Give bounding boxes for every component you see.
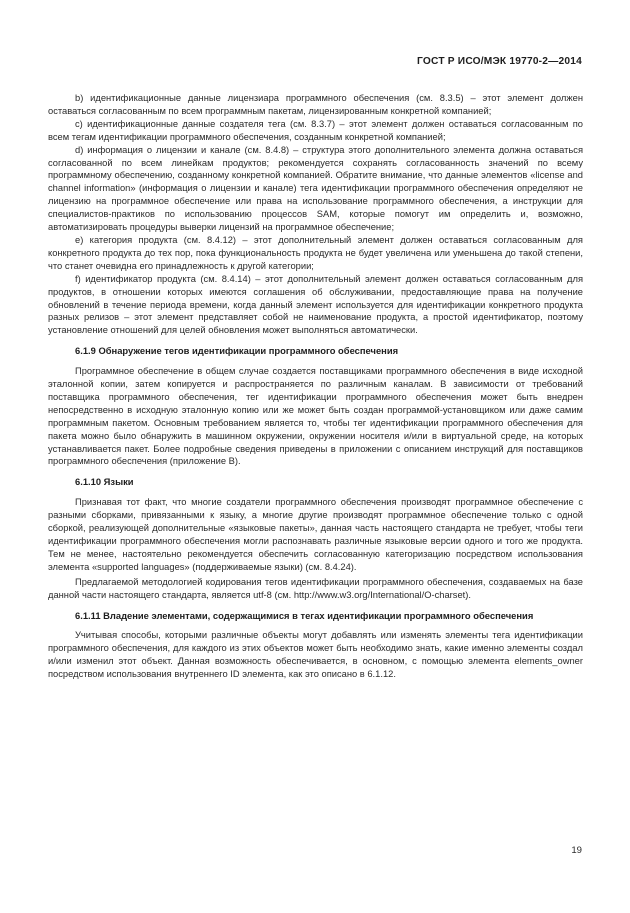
section-heading-6-1-10: 6.1.10 Языки [75, 476, 134, 488]
page-number: 19 [571, 845, 582, 856]
list-item-c: c) идентификационные данные создателя тега (см. 8.3.7) – этот элемент должен оставаться согласованным по всем тегам идентификации программного обеспечения, созданным конкретной компанией; [48, 118, 583, 142]
section-6-1-10-paragraph-2: Предлагаемой методологией кодирования тегов идентификации программного обеспечения, создаваемых на базе данной части настоящего стандарта, является utf-8 (см. http://www.w3.org/International/O-charset). [48, 576, 583, 600]
standard-header: ГОСТ Р ИСО/МЭК 19770-2—2014 [417, 56, 582, 67]
section-6-1-10-paragraph-1: Признавая тот факт, что многие создатели программного обеспечения производят программное обеспечение с разными сборками, привязанными к языку, а многие другие производят программное обеспечение только с одной сборкой, реализующей дополнительные «языковые пакеты», данная часть настоящего стандарта не требует, чтобы теги идентификации программного обеспечения могли распознавать различные языковые версии одного и того же продукта. Тем не менее, настоятельно рекомендуется обеспечить согласованную категоризацию посредством использования элемента «supported languages» (поддерживаемые языки) (см. 8.4.24). [48, 497, 583, 572]
section-heading-6-1-11: 6.1.11 Владение элементами, содержащимися в тегах идентификации программного обеспечения [75, 609, 534, 621]
list-item-d: d) информация о лицензии и канале (см. 8.4.8) – структура этого дополнительного элемента должна оставаться согласованной по всем линейкам продуктов; рекомендуется сохранять согласованность значений по всему программному обеспечению, созданному конкретной компанией. Обратите внимание, что данные элементов «license and channel information» (информация о лицензии и канале) тега идентификации программного обеспечения определяют не лицензию на программное обеспечение или права на использование программного обеспечения, а инструкции для специалистов-практиков по использованию процессов SAM, которые помогут им определить и, возможно, автоматизировать процедуры выверки лицензий на программное обеспечение; [48, 144, 583, 233]
section-heading-6-1-9: 6.1.9 Обнаружение тегов идентификации программного обеспечения [75, 345, 399, 357]
document-body [48, 92, 583, 681]
list-item-e: e) категория продукта (см. 8.4.12) – этот дополнительный элемент должен оставаться согласованным для конкретного продукта до тех пор, пока функциональность продукта не будет увеличена или уменьшена до такой степени, что станет очевидна его принадлежность к другой категории; [48, 234, 583, 271]
section-6-1-9-paragraph: Программное обеспечение в общем случае создается поставщиками программного обеспечения в виде исходной эталонной копии, затем копируется и распространяется по различным каналам. В зависимости от требований поставщика программного обеспечения, тег идентификации программного обеспечения может быть внедрен непосредственно в исходную эталонную копию или же может быть создан программой-установщиком или даже самим программным пакетом. Основным требованием является то, чтобы тег идентификации программного обеспечения для пакета можно было обнаружить в машинном окружении, окружении носителя и/или в виртуальной среде, на которых устанавливается пакет. Более подробные сведения приведены в приложении с описанием инструкций для поставщиков программного обеспечения (приложение В). [48, 366, 583, 467]
list-item-f: f) идентификатор продукта (см. 8.4.14) – этот дополнительный элемент должен оставаться согласованным для продуктов, в отношении которых имеются соглашения об обслуживании, предоставляющие права на получение обновлений в течение периода времени, когда данный элемент используется для идентификации конкретного продукта разных релизов – этот элемент представляет собой не наименование продукта, а простой идентификатор, поэтому установление отношений для целей обновления может выполняться автоматически. [48, 273, 583, 336]
list-item-b: b) идентификационные данные лицензиара программного обеспечения (см. 8.3.5) – этот элемент должен оставаться согласованным по всем программным пакетам, лицензированным конкретной компанией; [48, 93, 583, 116]
section-6-1-11-paragraph: Учитывая способы, которыми различные объекты могут добавлять или изменять элементы тега идентификации программного обеспечения, для каждого из этих объектов может быть необходимо знать, какие именно элементы создал и/или изменил этот объект. Данная возможность обеспечивается, в основном, с помощью элемента elements_owner посредством использования внутреннего ID элемента, как это описано в 6.1.12. [48, 630, 583, 680]
